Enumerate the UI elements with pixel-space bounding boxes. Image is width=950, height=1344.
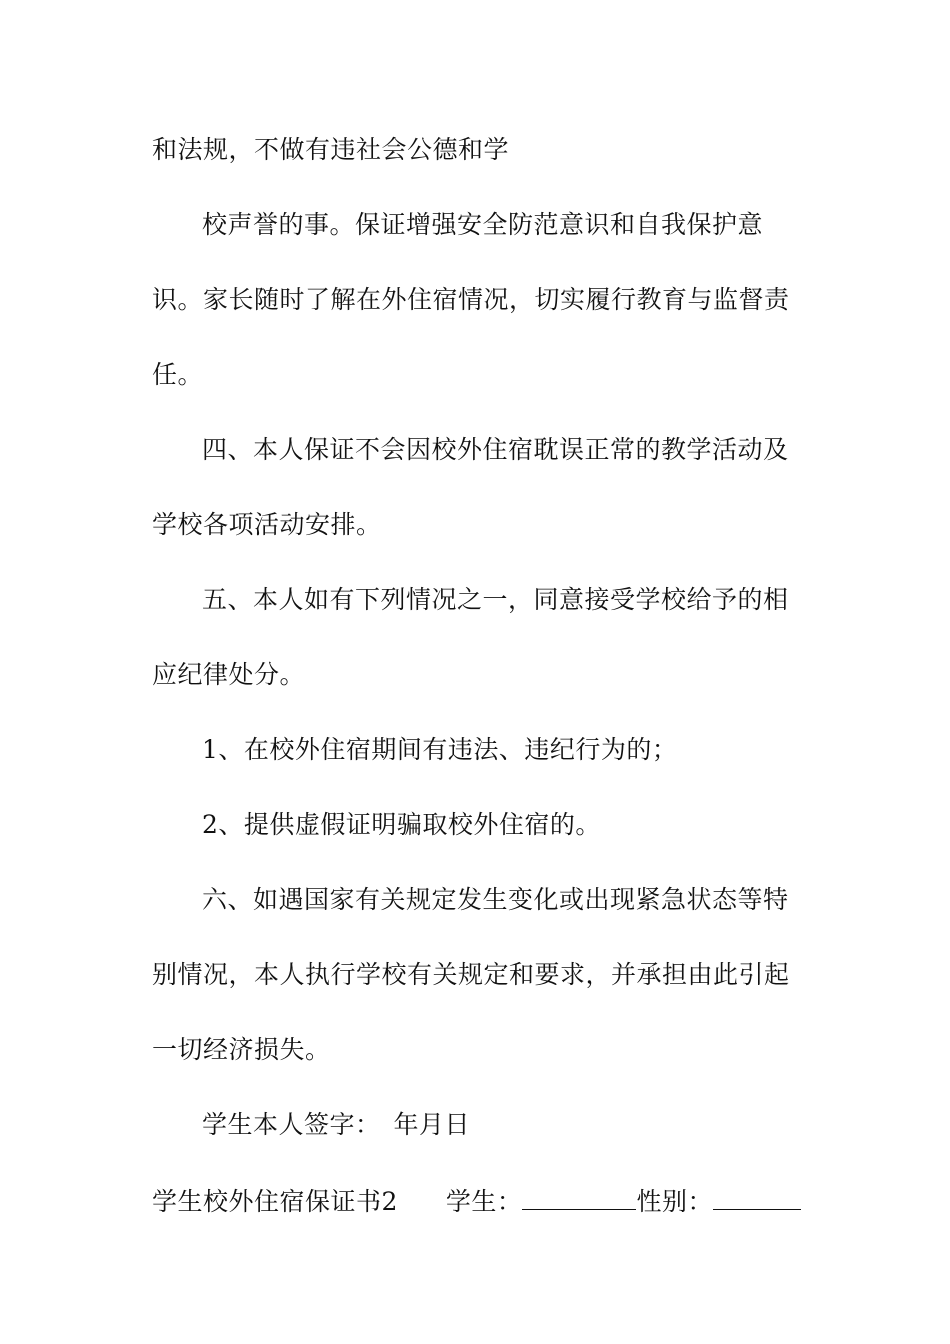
paragraph-line: 任。 xyxy=(152,360,204,389)
paragraph-line: 校声誉的事。保证增强安全防范意识和自我保护意 xyxy=(202,210,764,239)
signature-line: 学生本人签字： 年月日 xyxy=(202,1110,471,1139)
paragraph-line: 六、如遇国家有关规定发生变化或出现紧急状态等特 xyxy=(202,885,789,914)
paragraph-line: 识。家长随时了解在外住宿情况，切实履行教育与监督责 xyxy=(152,285,790,314)
paragraph-line: 和法规，不做有违社会公德和学 xyxy=(152,135,510,164)
paragraph-line: 一切经济损失。 xyxy=(152,1035,331,1064)
gender-blank xyxy=(713,1185,801,1210)
paragraph-line: 五、本人如有下列情况之一，同意接受学校给予的相 xyxy=(202,585,789,614)
list-item: 1、在校外住宿期间有违法、违纪行为的； xyxy=(202,735,678,764)
paragraph-line: 学校各项活动安排。 xyxy=(152,510,382,539)
student-label: 学生： xyxy=(445,1187,523,1216)
document-title: 学生校外住宿保证书2 xyxy=(152,1187,398,1216)
list-item: 2、提供虚假证明骗取校外住宿的。 xyxy=(202,810,601,839)
paragraph-line: 应纪律处分。 xyxy=(152,660,306,689)
form-header-line xyxy=(152,1185,801,1217)
gender-label: 性别： xyxy=(636,1187,713,1216)
student-name-blank xyxy=(522,1185,636,1210)
paragraph-line: 四、本人保证不会因校外住宿耽误正常的教学活动及 xyxy=(202,435,789,464)
paragraph-line: 别情况，本人执行学校有关规定和要求，并承担由此引起 xyxy=(152,960,790,989)
